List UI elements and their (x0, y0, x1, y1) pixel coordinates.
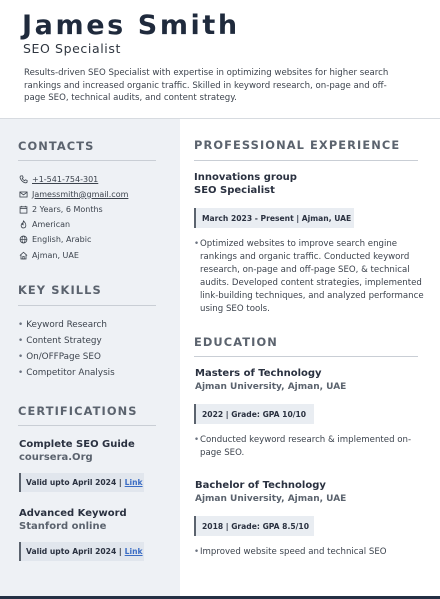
contact-location-text: Ajman, UAE (32, 250, 79, 260)
skill-label: Content Strategy (26, 336, 102, 346)
candidate-role: SEO Specialist (23, 41, 121, 56)
job-dates: March 2023 - Present | Ajman, UAE (202, 213, 352, 223)
job-company: Innovations group (194, 172, 297, 183)
contact-experience-text: 2 Years, 6 Months (32, 204, 103, 214)
experience-title: PROFESSIONAL EXPERIENCE (194, 138, 401, 152)
job-bullet: • Optimized websites to improve search engine rankings and organic traffic. Conducted keyword research, on-page and off-page SEO, & technical audits. Developed content strategies, implemented link-building techniques, and analyzed performance using SEO tools. (194, 239, 424, 314)
summary-text: Results-driven SEO Specialist with expertise in optimizing websites for higher search rankings and increased organic traffic. Skilled in keyword research, on-page and off-page SEO, technical audits, and content strategy. (24, 68, 389, 104)
cert-validity: Valid upto April 2024 | (26, 478, 122, 487)
certifications-divider (18, 425, 156, 426)
skill-item: • Content Strategy (18, 336, 102, 346)
cert-validity-badge (19, 542, 144, 561)
contact-phone-text: +1-541-754-301 (32, 174, 99, 184)
skill-item: • On/OFFPage SEO (18, 352, 101, 362)
contact-languages-text: English, Arabic (32, 234, 92, 244)
home-icon (18, 250, 28, 260)
candidate-name: James Smith (22, 10, 240, 41)
contact-phone[interactable] (18, 173, 168, 185)
contact-nationality (18, 218, 168, 230)
contact-email[interactable] (18, 188, 168, 200)
skill-item: • Competitor Analysis (18, 368, 115, 378)
cert-title: Advanced Keyword (19, 508, 127, 519)
contact-languages (18, 233, 168, 245)
cert-title: Complete SEO Guide (19, 439, 135, 450)
edu-degree: Masters of Technology (195, 368, 322, 379)
edu-bullet-text: Improved website speed and technical SEO (200, 547, 387, 557)
skills-title: KEY SKILLS (18, 283, 102, 297)
contact-nationality-text: American (32, 219, 71, 229)
cert-validity-badge (19, 473, 144, 492)
edu-degree: Bachelor of Technology (195, 480, 326, 491)
edu-school: Ajman University, Ajman, UAE (195, 494, 347, 504)
education-divider (194, 356, 418, 357)
language-icon (18, 234, 28, 244)
certifications-title: CERTIFICATIONS (18, 404, 138, 418)
cert-org: coursera.Org (19, 452, 93, 463)
skill-label: Keyword Research (26, 320, 107, 330)
cert-link[interactable]: Link (124, 478, 143, 487)
edu-school: Ajman University, Ajman, UAE (195, 382, 347, 392)
phone-icon (18, 174, 28, 184)
cert-org: Stanford online (19, 521, 107, 532)
contacts-title: CONTACTS (18, 139, 95, 153)
edu-bullet: • Conducted keyword research & implemented on-page SEO. (194, 435, 412, 458)
flame-icon (18, 219, 28, 229)
edu-details-badge (194, 516, 314, 536)
cert-validity: Valid upto April 2024 | (26, 547, 122, 556)
edu-details-badge (194, 404, 314, 424)
contact-email-text: Jamessmith@gmail.com (32, 189, 129, 199)
skill-item: • Keyword Research (18, 320, 107, 330)
experience-divider (194, 160, 418, 161)
skill-label: On/OFFPage SEO (26, 352, 101, 362)
contact-location (18, 249, 168, 261)
job-bullet-text: Optimized websites to improve search engine rankings and organic traffic. Conducted keyword research, on-page and off-page SEO, & technical audits. Developed content strategies, implemented link-building techniques, and analyzed performance using SEO tools. (200, 239, 424, 314)
edu-bullet-text: Conducted keyword research & implemented on-page SEO. (200, 435, 412, 458)
education-title: EDUCATION (194, 335, 278, 349)
edu-details: 2018 | Grade: GPA 8.5/10 (202, 521, 309, 531)
skills-divider (18, 305, 156, 306)
job-dates-badge (194, 208, 354, 228)
email-icon (18, 189, 28, 199)
calendar-icon (18, 204, 28, 214)
resume-header (0, 0, 440, 118)
skill-label: Competitor Analysis (26, 368, 115, 378)
edu-bullet: • Improved website speed and technical SEO (194, 547, 387, 557)
cert-link[interactable]: Link (124, 547, 143, 556)
edu-details: 2022 | Grade: GPA 10/10 (202, 409, 307, 419)
job-role: SEO Specialist (194, 185, 275, 196)
contact-experience (18, 203, 168, 215)
contacts-divider (18, 160, 156, 161)
